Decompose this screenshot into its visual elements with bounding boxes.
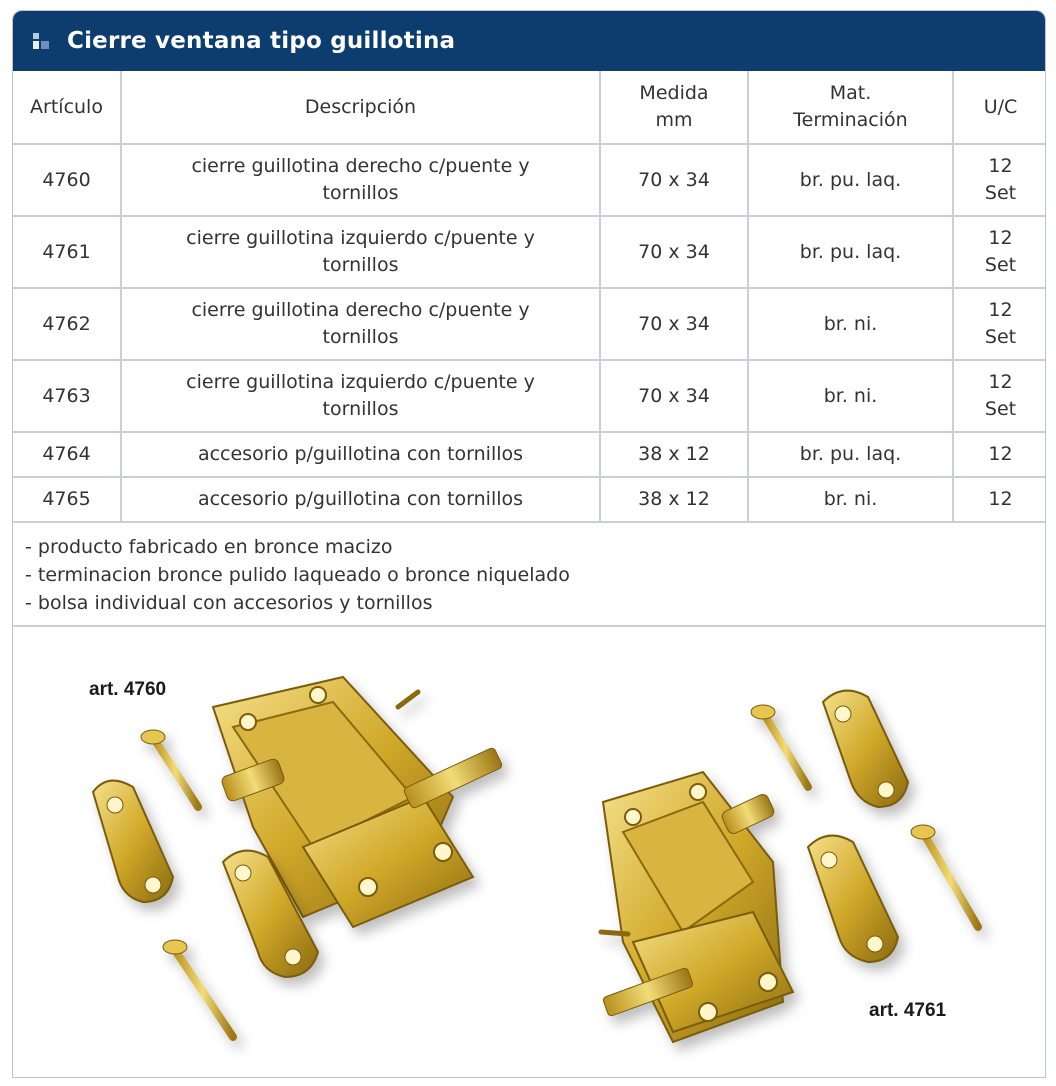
cell-terminacion: br. pu. laq.: [748, 144, 953, 216]
cell-uc: 12 Set: [953, 216, 1046, 288]
cell-medida: 70 x 34: [600, 288, 748, 360]
card-title: Cierre ventana tipo guillotina: [67, 28, 456, 54]
cell-uc: 12 Set: [953, 288, 1046, 360]
product-notes: [13, 523, 1045, 627]
cell-uc: 12: [953, 477, 1046, 522]
column-header: Descripción: [121, 71, 600, 144]
column-header: U/C: [953, 71, 1046, 144]
cell-descripcion: accesorio p/guillotina con tornillos: [121, 477, 600, 522]
cell-descripcion: cierre guillotina derecho c/puente y tornillos: [121, 144, 600, 216]
card-header: [13, 11, 1045, 71]
cell-articulo: 4760: [13, 144, 121, 216]
table-row: [13, 432, 1046, 477]
window-latch-illustration-left: [53, 647, 553, 1067]
cell-medida: 38 x 12: [600, 432, 748, 477]
column-header: Medida mm: [600, 71, 748, 144]
spec-table: [13, 71, 1046, 523]
cell-terminacion: br. pu. laq.: [748, 432, 953, 477]
art-label-text: art. 4761: [869, 1000, 947, 1021]
note-line: - terminacion bronce pulido laqueado o bronce niquelado: [25, 564, 570, 586]
art-label-text: art. 4760: [89, 679, 167, 700]
table-header-row: [13, 71, 1046, 144]
cell-articulo: 4762: [13, 288, 121, 360]
note-line: - producto fabricado en bronce macizo: [25, 536, 393, 558]
column-header: Mat. Terminación: [748, 71, 953, 144]
product-card: [12, 10, 1046, 1078]
cell-descripcion: cierre guillotina izquierdo c/puente y tornillos: [121, 216, 600, 288]
cell-descripcion: cierre guillotina izquierdo c/puente y tornillos: [121, 360, 600, 432]
blue-squares-logo-icon: [33, 33, 55, 55]
cell-terminacion: br. ni.: [748, 477, 953, 522]
cell-uc: 12 Set: [953, 360, 1046, 432]
cell-descripcion: cierre guillotina derecho c/puente y tornillos: [121, 288, 600, 360]
cell-medida: 70 x 34: [600, 144, 748, 216]
cell-uc: 12: [953, 432, 1046, 477]
table-row: [13, 144, 1046, 216]
table-row: [13, 288, 1046, 360]
table-row: [13, 360, 1046, 432]
window-latch-illustration-right: [583, 672, 1003, 1062]
cell-descripcion: accesorio p/guillotina con tornillos: [121, 432, 600, 477]
table-row: [13, 216, 1046, 288]
cell-articulo: 4765: [13, 477, 121, 522]
product-photo: [13, 627, 1045, 1078]
cell-medida: 38 x 12: [600, 477, 748, 522]
cell-uc: 12 Set: [953, 144, 1046, 216]
cell-terminacion: br. ni.: [748, 288, 953, 360]
cell-articulo: 4761: [13, 216, 121, 288]
cell-terminacion: br. ni.: [748, 360, 953, 432]
cell-articulo: 4763: [13, 360, 121, 432]
cell-medida: 70 x 34: [600, 216, 748, 288]
cell-articulo: 4764: [13, 432, 121, 477]
column-header: Artículo: [13, 71, 121, 144]
note-line: - bolsa individual con accesorios y tornillos: [25, 592, 433, 614]
cell-medida: 70 x 34: [600, 360, 748, 432]
table-row: [13, 477, 1046, 522]
cell-terminacion: br. pu. laq.: [748, 216, 953, 288]
